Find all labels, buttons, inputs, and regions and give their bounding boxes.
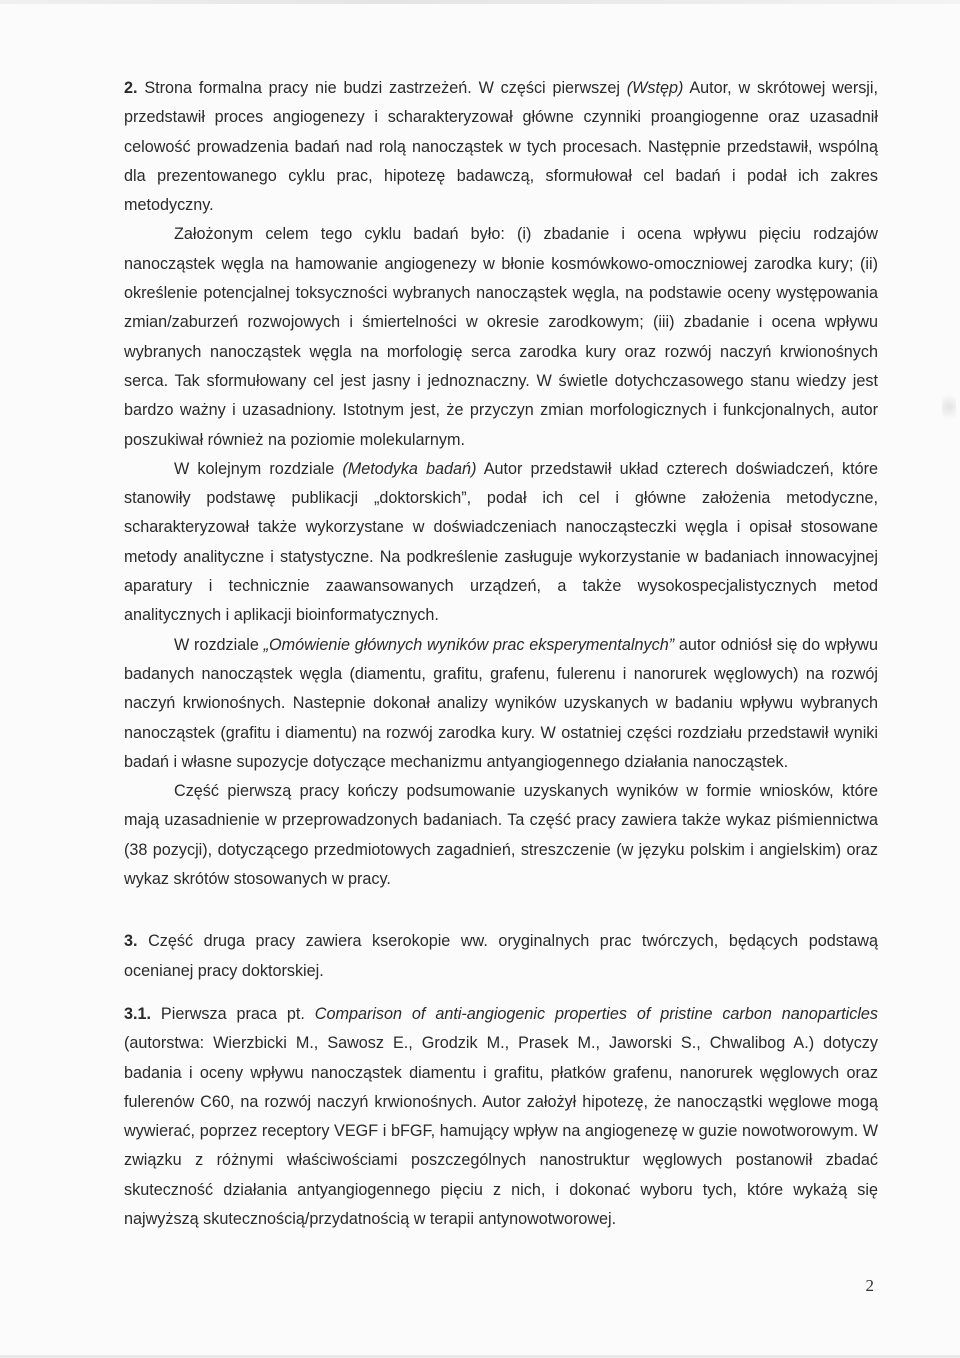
- section-number: 3.1.: [124, 1004, 152, 1023]
- scan-speck: [942, 390, 956, 424]
- section-3-1-paragraph: [124, 1000, 878, 1234]
- text: autor odniósł się do wpływu badanych nanocząstek węgla (diamentu, grafitu, grafenu, fulerenu i nanorurek węglowych) na rozwój naczyń krwionośnych. Nastepnie dokonał analizy wyników uzyskanych w badaniu wpływu wybranych nanocząstek (grafitu i diamentu) na rozwój zarodka kury. W ostatniej części rozdziału przedstawił wyniki badań i własne supozycje dotyczące mechanizmu antyangiogennego działania nanocząstek.: [124, 635, 878, 771]
- italic-text: (Wstęp): [626, 79, 684, 97]
- section-number: 2.: [124, 79, 138, 97]
- text: (autorstwa: Wierzbicki M., Sawosz E., Grodzik M., Prasek M., Jaworski S., Chwalibog A.) dotyczy badania i oceny wpływu nanocząstek diamentu i grafitu, płatków grafenu, nanorurek węglowych oraz fulerenów C60, na rozwój naczyń krwionośnych. Autor założył hipotezę, że nanocząstki węglowe mogą wywierać, poprzez receptory VEGF i bFGF, hamujący wpływ na angiogenezę w guzie nowotworowym. W związku z różnymi właściwościami poszczególnych nanostruktur węglowych postanowił zbadać skuteczność działania antyangiogennego pięciu z nich, i dokonać wyboru tych, które wykażą się najwyższą skutecznością/przydatnością w terapii antynowotworowej.: [124, 1034, 878, 1228]
- italic-text: (Metodyka badań): [342, 459, 477, 478]
- text: Autor, w skrótowej wersji, przedstawił proces angiogenezy i scharakteryzował główne czynniki proangiogenne oraz uzasadnił celowość prowadzenia badań nad rolą nanocząstek w tych procesach. Następnie przedstawił, wspólną dla prezentowanego cyklu prac, hipotezę badawczą, sformułował cel badań i podał ich zakres metodyczny.: [124, 79, 879, 215]
- section-2-paragraph-1: [124, 74, 878, 220]
- text: W rozdziale: [174, 635, 264, 654]
- section-2-paragraph-3: [124, 455, 878, 631]
- text: W kolejnym rozdziale: [174, 459, 343, 478]
- page-number: 2: [865, 1276, 874, 1295]
- text: Część druga pracy zawiera kserokopie ww. oryginalnych prac twórczych, będących podstawą ocenianej pracy doktorskiej.: [124, 932, 878, 980]
- document-body: [124, 74, 878, 1234]
- scan-top-edge: [0, 0, 960, 4]
- text: Pierwsza praca pt.: [160, 1004, 315, 1023]
- section-2-paragraph-4: [124, 631, 878, 777]
- section-number: 3.: [124, 932, 138, 951]
- section-2-paragraph-2: Założonym celem tego cyklu badań było: (i) zbadanie i ocena wpływu pięciu rodzajów nanocząstek węgla na hamowanie angiogenezy w błonie kosmówkowo-omoczniowej zarodka kury; (ii) określenie potencjalnej toksyczności wybranych nanocząstek węgla, na podstawie oceny występowania zmian/zaburzeń rozwojowych i śmiertelności w okresie zarodkowym; (iii) zbadanie i ocena wpływu wybranych nanocząstek węgla na morfologię serca zarodka kury oraz rozwój naczyń krwionośnych serca. Tak sformułowany cel jest jasny i jednoznaczny. W świetle dotychczasowego stanu wiedzy jest bardzo ważny i uzasadniony. Istotnym jest, że przyczyn zmian morfologicznych i funkcjonalnych, autor poszukiwał również na poziomie molekularnym.: [124, 225, 878, 449]
- section-3-paragraph: [124, 927, 878, 986]
- italic-text: „Omówienie głównych wyników prac eksperymentalnych”: [263, 635, 675, 654]
- section-2-paragraph-5: Część pierwszą pracy kończy podsumowanie uzyskanych wyników w formie wniosków, które mają uzasadnienie w przeprowadzonych badaniach. Ta część pracy zawiera także wykaz piśmiennictwa (38 pozycji), dotyczącego przedmiotowych zagadnień, streszczenie (w języku polskim i angielskim) oraz wykaz skrótów stosowanych w pracy.: [124, 782, 878, 889]
- paper-title: Comparison of anti-angiogenic properties of pristine carbon nanoparticles: [314, 1004, 879, 1023]
- text: Strona formalna pracy nie budzi zastrzeżeń. W części pierwszej: [144, 79, 627, 97]
- text: Autor przedstawił układ czterech doświadczeń, które stanowiły podstawę publikacji „doktorskich”, podał ich cel i główne założenia metodyczne, scharakteryzował także wykorzystane w doświadczeniach nanocząsteczki węgla i opisał stosowane metody analityczne i statystyczne. Na podkreślenie zasługuje wykorzystanie w badaniach innowacyjnej aparatury i technicznie zaawansowanych urządzeń, a także wysokospecjalistycznych metod analitycznych i aplikacji bioinformatycznych.: [124, 459, 878, 625]
